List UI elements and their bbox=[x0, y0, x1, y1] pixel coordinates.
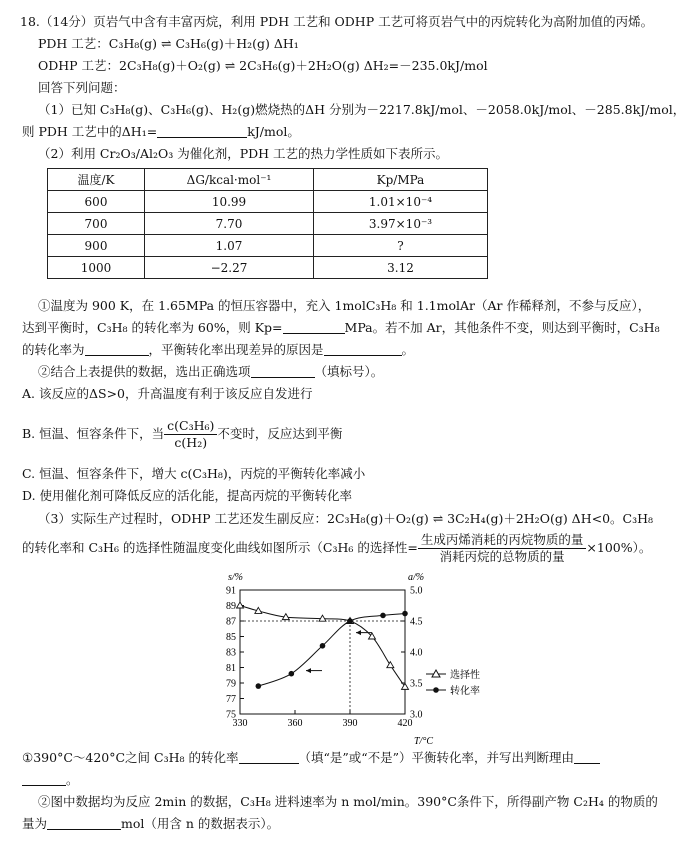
part3-q1-text-a: ①390°C～420°C之间 C₃H₈ 的转化率 bbox=[22, 750, 239, 765]
conversion-point bbox=[256, 683, 262, 689]
left-tick-label: 75 bbox=[226, 709, 236, 721]
sub1-text-d: ，平衡转化率出现差异的原因是 bbox=[148, 342, 324, 357]
part3-text-a: 的转化率和 C₃H₆ 的选择性随温度变化曲线如图所示（C₃H₆ 的选择性= bbox=[22, 540, 418, 555]
conversion-point bbox=[347, 618, 353, 624]
conversion-point bbox=[289, 671, 295, 677]
part1-text-a: 则 PDH 工艺中的ΔH₁= bbox=[22, 124, 158, 139]
plot-frame bbox=[240, 590, 405, 714]
part3-line1: （3）实际生产过程时，ODHP 工艺还发生副反应：2C₃H₈(g)＋O₂(g) ⇌ 3C₂H₄(g)＋2H₂O(g) ΔH<0。C₃H₈ bbox=[38, 511, 654, 526]
left-tick-label: 91 bbox=[226, 585, 236, 597]
legend-circle-marker bbox=[433, 687, 439, 693]
table-header: 温度/K bbox=[48, 169, 145, 191]
part3-q1-text-b: （填“是”或“不是”）平衡转化率，并写出判断理由 bbox=[298, 750, 575, 765]
x-tick-label: 420 bbox=[397, 718, 413, 729]
table-cell: 1.01×10⁻⁴ bbox=[314, 191, 488, 213]
part3-q1-line bbox=[22, 750, 600, 766]
table-row bbox=[48, 235, 488, 257]
part3-q2-text-b: mol（用含 n 的数据表示）。 bbox=[121, 816, 280, 831]
option-b-fraction bbox=[164, 418, 217, 451]
series-line-conversion bbox=[258, 614, 405, 687]
table-cell: 7.70 bbox=[145, 213, 314, 235]
part1-line1: （1）已知 C₃H₈(g)、C₃H₆(g)、H₂(g)燃烧热的ΔH 分别为－2217.8kJ/mol、－2058.0kJ/mol、－285.8kJ/mol， bbox=[38, 102, 686, 117]
right-tick-label: 4.0 bbox=[410, 647, 423, 659]
table-cell: 10.99 bbox=[145, 191, 314, 213]
delta-h1-answer-blank[interactable] bbox=[157, 125, 247, 138]
table-cell: 1000 bbox=[48, 257, 145, 279]
table-cell: 3.12 bbox=[314, 257, 488, 279]
option-a: A. 该反应的ΔS>0，升高温度有利于该反应自发进行 bbox=[22, 386, 313, 401]
part2-intro: （2）利用 Cr₂O₃/Al₂O₃ 为催化剂，PDH 工艺的热力学性质如下表所示。 bbox=[38, 146, 449, 161]
option-c: C. 恒温、恒容条件下，增大 c(C₃H₈)，丙烷的平衡转化率减小 bbox=[22, 466, 366, 481]
part3-q1-line2 bbox=[22, 772, 79, 788]
table-row bbox=[48, 213, 488, 235]
fraction-numerator: c(C₃H₆) bbox=[164, 418, 217, 435]
sub1-text-b: MPa。若不加 Ar，其他条件不变，则达到平衡时，C₃H₈ bbox=[344, 320, 660, 335]
question-heading: 18.（14分）页岩气中含有丰富丙烷，利用 PDH 工艺和 ODHP 工艺可将页岩气中的丙烷转化为高附加值的丙烯。 bbox=[20, 14, 654, 29]
sub1-line3 bbox=[22, 342, 414, 358]
arrow-head-left bbox=[306, 668, 311, 673]
sub1-line1: ①温度为 900 K，在 1.65MPa 的恒压容器中，充入 1molC₃H₈ 和 1.1molAr（Ar 作稀释剂，不参与反应）， bbox=[38, 298, 651, 313]
fraction-denominator: 消耗丙烷的总物质的量 bbox=[439, 549, 565, 564]
part3-q1-text-c: 。 bbox=[66, 772, 79, 787]
right-tick-label: 5.0 bbox=[410, 585, 423, 597]
sub1-line2 bbox=[22, 320, 660, 336]
right-axis-label: a/% bbox=[408, 572, 425, 583]
table-row bbox=[48, 191, 488, 213]
table-cell: 900 bbox=[48, 235, 145, 257]
conversion-point bbox=[320, 643, 326, 649]
sub1-text-e: 。 bbox=[401, 342, 415, 357]
temperature-chart bbox=[200, 568, 500, 748]
sub2-tail: （填标号）。 bbox=[314, 364, 384, 379]
left-tick-label: 79 bbox=[226, 678, 236, 690]
thermo-table bbox=[47, 168, 488, 279]
legend-label: 选择性 bbox=[450, 670, 480, 681]
left-tick-label: 89 bbox=[226, 601, 236, 612]
option-b-pre: B. 恒温、恒容条件下，当 bbox=[22, 426, 165, 441]
x-tick-label: 360 bbox=[287, 718, 303, 729]
option-answer-blank[interactable] bbox=[251, 365, 315, 378]
part3-q2-line1: ②图中数据均为反应 2min 的数据，C₃H₈ 进料速率为 n mol/min。390°C条件下，所得副产物 C₂H₄ 的物质的 bbox=[38, 794, 658, 809]
ethylene-amount-blank[interactable] bbox=[47, 817, 121, 830]
table-row bbox=[48, 257, 488, 279]
x-axis-label: T/°C bbox=[414, 736, 434, 747]
selectivity-point bbox=[387, 662, 394, 668]
table-cell: 700 bbox=[48, 213, 145, 235]
sub1-text-c: 的转化率为 bbox=[22, 342, 85, 357]
kp-answer-blank[interactable] bbox=[283, 321, 345, 334]
part3-q2-line2 bbox=[22, 816, 279, 832]
legend-label: 转化率 bbox=[450, 686, 480, 697]
left-tick-label: 81 bbox=[226, 663, 236, 674]
conversion-answer-blank[interactable] bbox=[85, 343, 149, 356]
pdh-equation: PDH 工艺：C₃H₈(g) ⇌ C₃H₆(g)＋H₂(g) ΔH₁ bbox=[38, 36, 299, 51]
answer-prompt: 回答下列问题： bbox=[38, 80, 126, 95]
part3-q2-text-a: 量为 bbox=[22, 816, 48, 831]
left-tick-label: 77 bbox=[226, 694, 236, 705]
sub1-text-a: 达到平衡时，C₃H₈ 的转化率为 60%，则 Kp= bbox=[22, 320, 283, 335]
left-tick-label: 87 bbox=[226, 616, 236, 628]
conversion-point bbox=[380, 613, 386, 619]
table-cell: ? bbox=[314, 235, 488, 257]
equilibrium-answer-blank[interactable] bbox=[239, 751, 299, 764]
right-tick-label: 3.0 bbox=[410, 709, 423, 721]
chart-legend bbox=[426, 668, 480, 697]
left-axis-label: s/% bbox=[228, 572, 243, 583]
part1-text-b: kJ/mol。 bbox=[247, 124, 300, 139]
table-header: Kp/MPa bbox=[314, 169, 488, 191]
reason-answer-blank[interactable] bbox=[324, 343, 402, 356]
part1-line2 bbox=[22, 124, 300, 140]
option-d: D. 使用催化剂可降低反应的活化能，提高丙烷的平衡转化率 bbox=[22, 488, 353, 503]
right-tick-label: 3.5 bbox=[410, 678, 423, 690]
arrow-head-left-2 bbox=[356, 630, 361, 635]
x-tick-label: 390 bbox=[342, 718, 358, 729]
table-header: ΔG/kcal·mol⁻¹ bbox=[145, 169, 314, 191]
part3-text-b: ×100%）。 bbox=[586, 540, 652, 555]
sub2-line bbox=[38, 364, 383, 380]
table-cell: −2.27 bbox=[145, 257, 314, 279]
left-tick-label: 85 bbox=[226, 632, 236, 643]
selectivity-fraction bbox=[418, 532, 587, 565]
reason-answer-blank-continued[interactable] bbox=[22, 773, 66, 786]
fraction-numerator: 生成丙烯消耗的丙烷物质的量 bbox=[418, 532, 587, 549]
table-cell: 3.97×10⁻³ bbox=[314, 213, 488, 235]
fraction-denominator: c(H₂) bbox=[174, 435, 208, 450]
reason-answer-blank-end[interactable] bbox=[574, 751, 600, 764]
table-cell: 600 bbox=[48, 191, 145, 213]
x-tick-label: 330 bbox=[232, 718, 248, 729]
table-cell: 1.07 bbox=[145, 235, 314, 257]
sub2-text: ②结合上表提供的数据，选出正确选项 bbox=[38, 364, 251, 379]
left-tick-label: 83 bbox=[226, 647, 236, 659]
right-tick-label: 4.5 bbox=[410, 616, 423, 628]
odhp-equation: ODHP 工艺：2C₃H₈(g)＋O₂(g) ⇌ 2C₃H₆(g)＋2H₂O(g) ΔH₂=－235.0kJ/mol bbox=[38, 58, 488, 73]
table-header-row bbox=[48, 169, 488, 191]
option-b bbox=[22, 418, 342, 451]
conversion-point bbox=[402, 611, 408, 617]
option-b-post: 不变时，反应达到平衡 bbox=[217, 426, 343, 441]
part3-line2 bbox=[22, 532, 651, 565]
selectivity-point bbox=[402, 683, 409, 689]
